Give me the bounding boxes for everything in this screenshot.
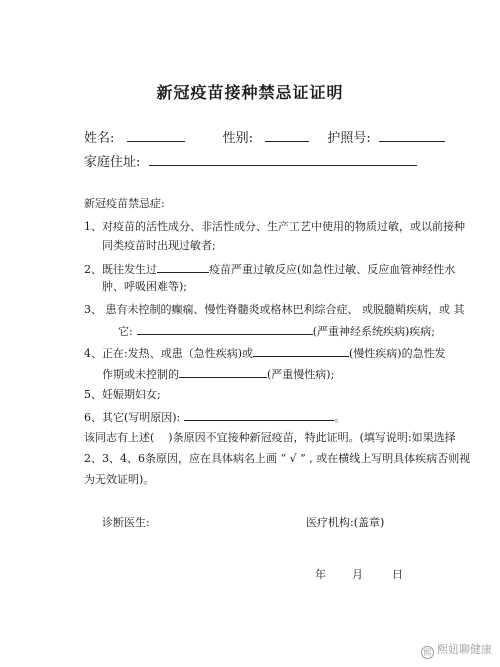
- item-2-text-a: 2、既往发生过: [84, 263, 157, 276]
- item-3-line-2: [118, 323, 435, 339]
- address-blank: [149, 152, 417, 166]
- item-3-text-a: 它:: [118, 325, 133, 338]
- statement-line-1: [84, 431, 456, 445]
- gender-label: 性别:: [222, 131, 254, 146]
- item-1-line-2: 同类疫苗时出现过敏者;: [102, 239, 216, 252]
- watermark-text: 熙妞聊健康: [437, 643, 492, 656]
- item-2-blank: [157, 261, 209, 273]
- item-4-text-a: 4、正在:发热、或患（急性疾病)或: [84, 347, 253, 360]
- item-3-text-b: (严重神经系统疾病)疾病;: [312, 325, 436, 338]
- watermark-logo-icon: 熙: [421, 646, 434, 659]
- statement-line-2: 2、3、4、6条原因，应在具体病名上画 “ √ ” , 或在横线上写明具体疾病否则视: [84, 452, 471, 465]
- date-month: 月: [352, 568, 363, 581]
- name-blank: [127, 128, 185, 142]
- item-6: [84, 409, 345, 425]
- statement-text-b: )条原因不宜接种新冠疫苗，特此证明。(填写说明:如果选择: [168, 431, 456, 444]
- item-4-text-c: 作期或未控制的: [102, 368, 179, 381]
- item-5: 5、妊娠期妇女;: [84, 388, 161, 401]
- passport-blank: [379, 128, 445, 142]
- item-6-text-a: 6、其它(写明原因):: [84, 411, 181, 424]
- item-2-line-2: 肿、呼吸困难等);: [102, 280, 187, 293]
- item-4-text-b: (慢性疾病)的急性发: [349, 347, 446, 360]
- item-4-text-d: (严重慢性病);: [267, 368, 335, 381]
- date-day: 日: [392, 568, 403, 581]
- institution-seal-label: 医疗机构:(盖章): [306, 516, 385, 529]
- gender-blank: [265, 128, 309, 142]
- statement-text-a: 该同志有上述(: [84, 431, 155, 444]
- address-row: [84, 152, 417, 171]
- item-4-line-2: [102, 366, 334, 382]
- item-4-line-1: [84, 345, 446, 361]
- passport-label: 护照号:: [327, 131, 371, 146]
- address-label: 家庭住址:: [84, 155, 141, 170]
- item-1-line-1: 1、对疫苗的活性成分、非活性成分、生产工艺中使用的物质过敏，或以前接种: [84, 220, 465, 233]
- item-6-text-b: 。: [334, 411, 346, 424]
- item-3-blank: [137, 323, 313, 335]
- item-2-line-1: [84, 261, 455, 277]
- item-2-text-b: 疫苗严重过敏反应(如急性过敏、反应血管神经性水: [209, 263, 456, 276]
- date-year: 年: [315, 568, 326, 581]
- name-gender-passport-row: [84, 128, 445, 147]
- doctor-signature-label: 诊断医生:: [102, 516, 150, 529]
- document-title: 新冠疫苗接种禁忌证证明: [156, 83, 344, 102]
- name-label: 姓名:: [84, 131, 115, 146]
- statement-line-3: 为无效证明)。: [84, 473, 155, 486]
- item-3-line-1: 3、 患有未控制的癫痫、慢性脊髓炎或格林巴利综合症、 或脱髓鞘疾病，或 其: [84, 303, 465, 316]
- item-4-blank-2: [179, 366, 267, 378]
- section-heading: 新冠疫苗禁忌症:: [84, 197, 165, 210]
- item-4-blank-1: [253, 345, 349, 357]
- watermark: [421, 641, 492, 659]
- item-6-blank: [184, 409, 334, 421]
